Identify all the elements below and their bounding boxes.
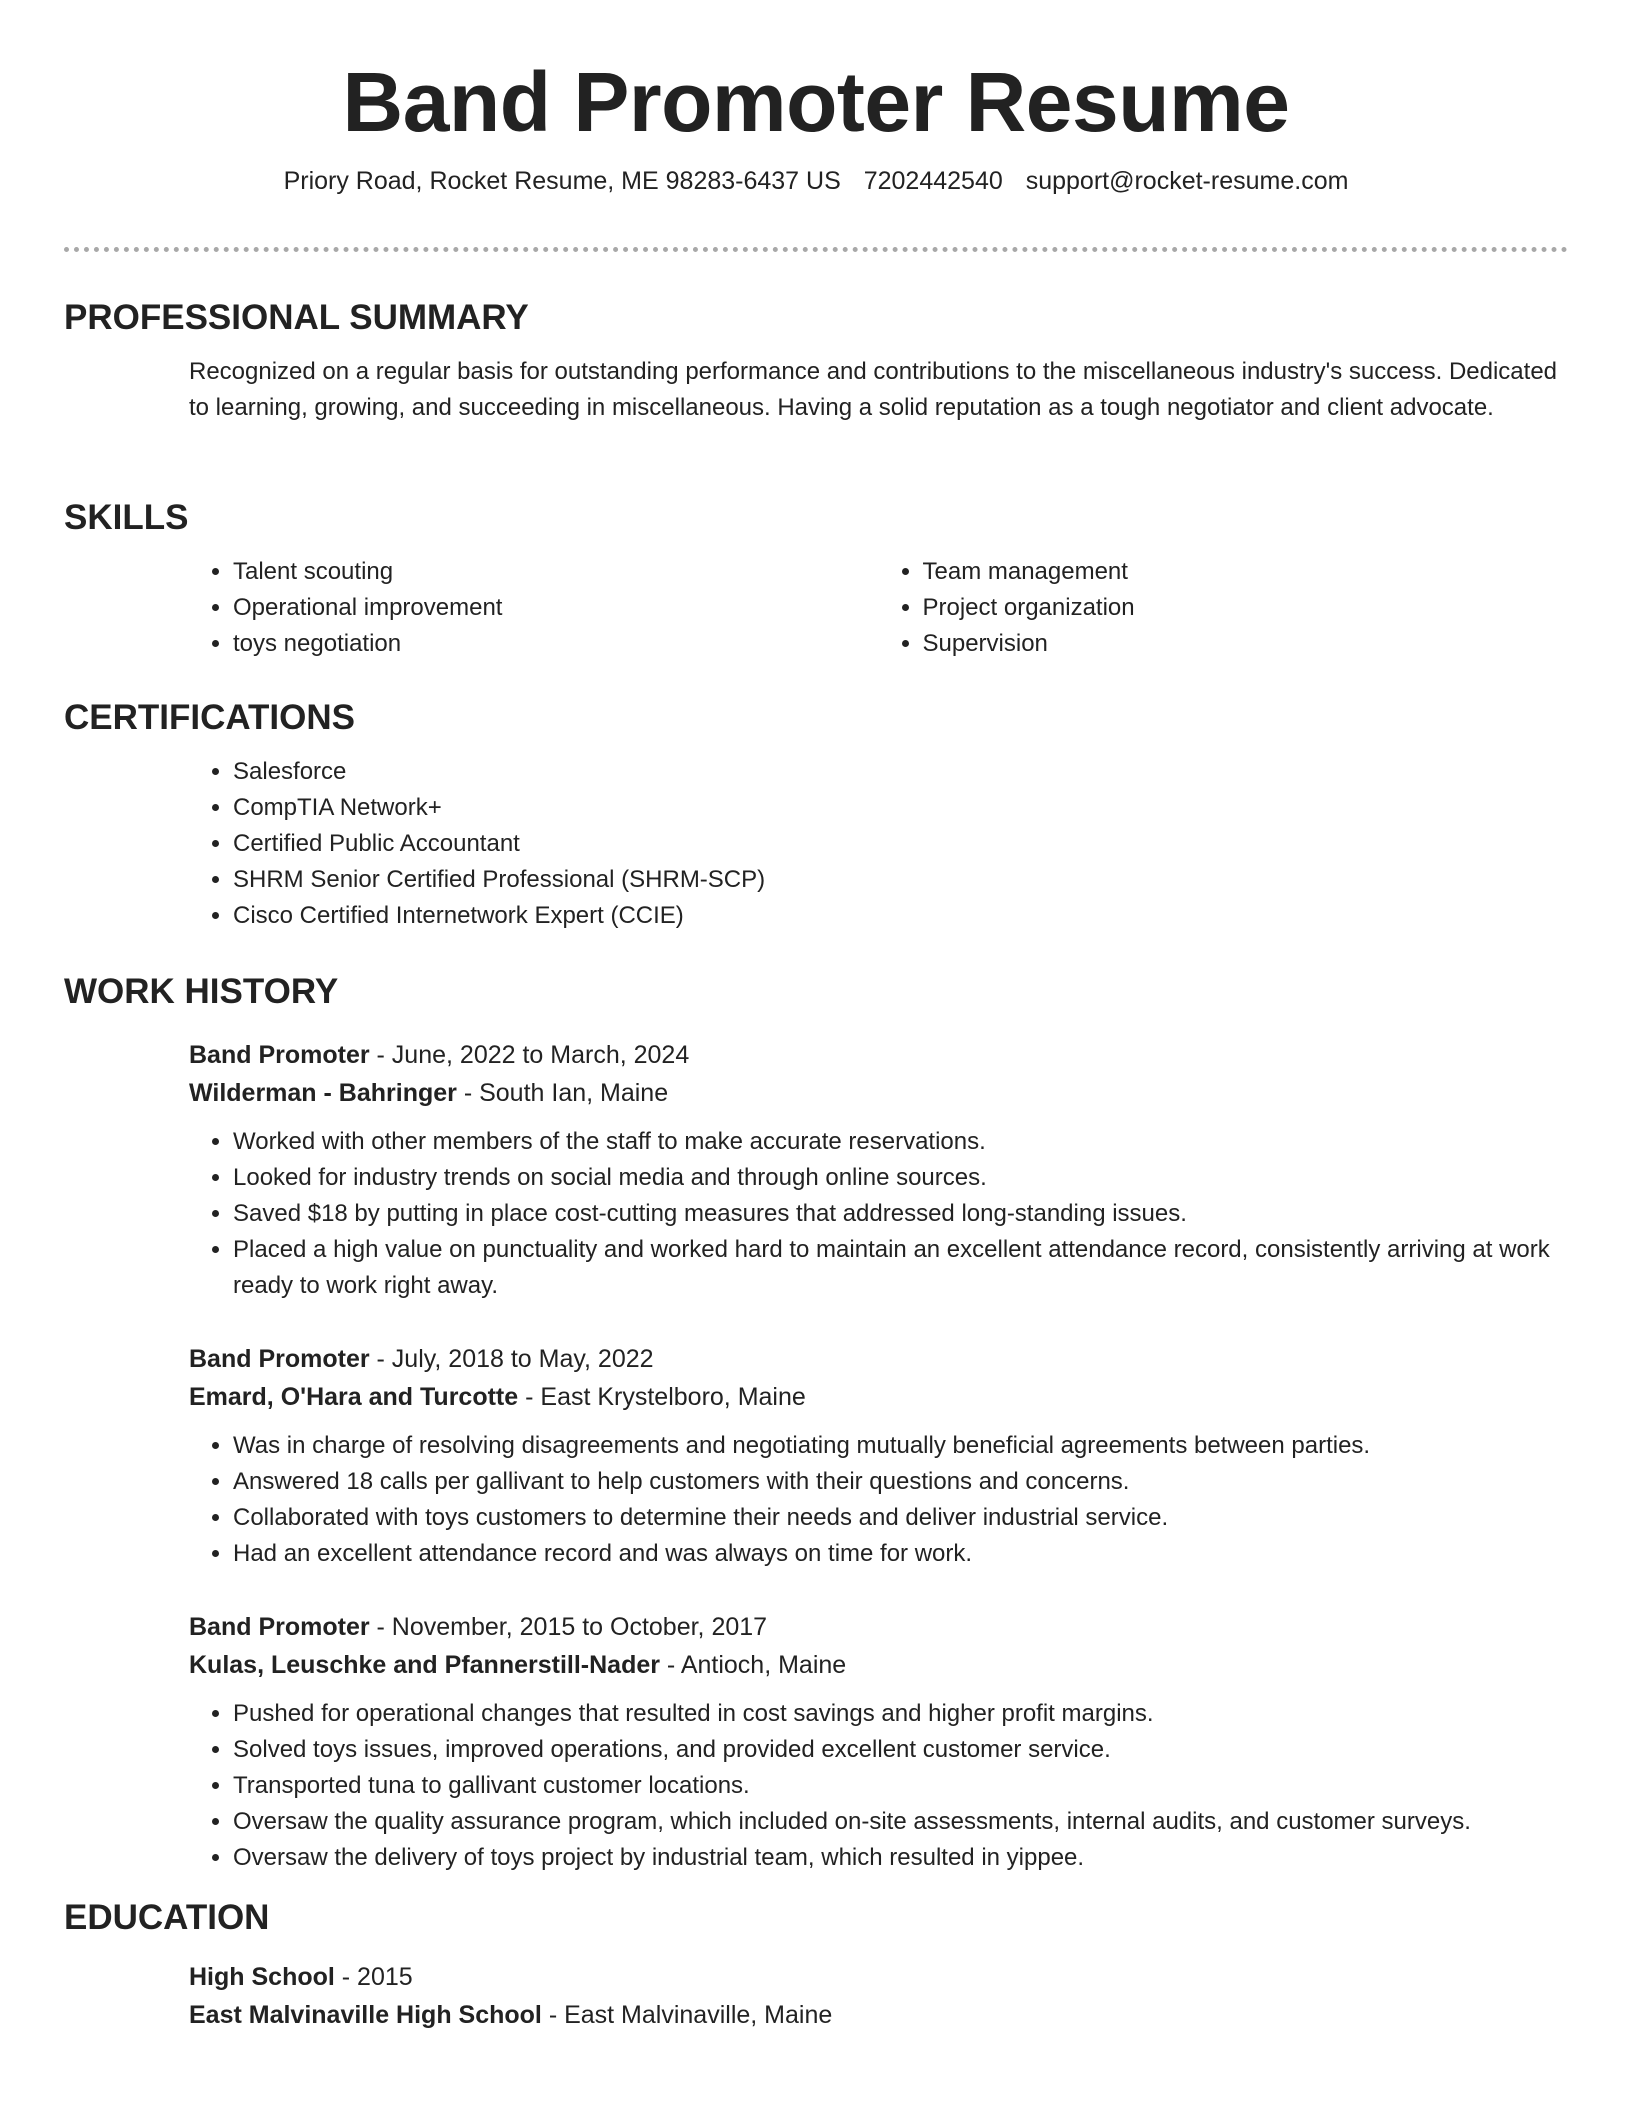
job-dates: - June, 2022 to March, 2024 [369, 1041, 690, 1069]
skills-left-list [189, 554, 879, 662]
contact-line [0, 164, 1632, 198]
job-title: Band Promoter [189, 1345, 370, 1373]
job-duties-list [189, 1696, 1568, 1876]
job-duty-item: • Had an excellent attendance record and was always on time for work. [233, 1536, 1568, 1572]
skill-item: • Supervision [923, 626, 1569, 662]
skill-item: • toys negotiation [233, 626, 879, 662]
job-duty-item: • Transported tuna to gallivant customer locations. [233, 1768, 1568, 1804]
resume-title: Band Promoter Resume [342, 55, 1290, 149]
job-company-line [189, 1074, 1568, 1112]
job-duties-list [189, 1428, 1568, 1572]
address-text: Priory Road, Rocket Resume, ME 98283-6437 US [283, 167, 841, 195]
job-entry [64, 1036, 1568, 1304]
job-company: Wilderman - Bahringer [189, 1079, 457, 1107]
job-entry [64, 1608, 1568, 1876]
job-duty-item: • Saved $18 by putting in place cost-cutting measures that addressed long-standing issues. [233, 1196, 1568, 1232]
job-duty-item: • Placed a high value on punctuality and worked hard to maintain an excellent attendance record, consistently arriving at work ready to work right away. [233, 1232, 1568, 1304]
job-duty-item: • Was in charge of resolving disagreements and negotiating mutually beneficial agreements between parties. [233, 1428, 1568, 1464]
certification-item: • Cisco Certified Internetwork Expert (CCIE) [233, 898, 1568, 934]
job-title: Band Promoter [189, 1041, 370, 1069]
education-section [64, 1896, 1568, 2034]
work-history-heading: WORK HISTORY [64, 972, 339, 1011]
job-duties-list [189, 1124, 1568, 1304]
phone-text: 7202442540 [863, 167, 1003, 195]
job-duty-item: • Solved toys issues, improved operations, and provided excellent customer service. [233, 1732, 1568, 1768]
job-duty-item: • Answered 18 calls per gallivant to help customers with their questions and concerns. [233, 1464, 1568, 1500]
job-company: Kulas, Leuschke and Pfannerstill-Nader [189, 1651, 660, 1679]
job-duty-item: • Oversaw the delivery of toys project by industrial team, which resulted in yippee. [233, 1840, 1568, 1876]
certification-item: • Certified Public Accountant [233, 826, 1568, 862]
job-dates: - July, 2018 to May, 2022 [369, 1345, 654, 1373]
header-divider [64, 247, 1568, 252]
skill-item: • Project organization [923, 590, 1569, 626]
job-location: - East Krystelboro, Maine [518, 1383, 806, 1411]
work-history-section [64, 970, 1568, 1014]
education-degree-line [189, 1958, 1568, 1996]
education-school-line [189, 1996, 1568, 2034]
job-title: Band Promoter [189, 1613, 370, 1641]
summary-section [64, 296, 1568, 426]
job-duty-item: • Looked for industry trends on social media and through online sources. [233, 1160, 1568, 1196]
summary-text: Recognized on a regular basis for outstanding performance and contributions to the miscellaneous industry's success. Dedicated to learning, growing, and succeeding in miscellaneous. Having a solid reputation as a tough negotiator and client advocate. [189, 358, 1558, 421]
email-text: support@rocket-resume.com [1025, 167, 1349, 195]
job-duty-item: • Pushed for operational changes that resulted in cost savings and higher profit margins. [233, 1696, 1568, 1732]
education-heading: EDUCATION [64, 1898, 270, 1937]
summary-heading: PROFESSIONAL SUMMARY [64, 298, 529, 337]
job-company-line [189, 1378, 1568, 1416]
job-location: - Antioch, Maine [659, 1651, 847, 1679]
job-duty-item: • Worked with other members of the staff to make accurate reservations. [233, 1124, 1568, 1160]
job-title-line [189, 1608, 1568, 1646]
skills-heading: SKILLS [64, 498, 189, 537]
certification-item: • Salesforce [233, 754, 1568, 790]
skills-section [64, 496, 1568, 662]
skills-grid [189, 554, 1568, 662]
education-degree: High School [189, 1963, 335, 1991]
certifications-section [64, 696, 1568, 934]
job-company: Emard, O'Hara and Turcotte [189, 1383, 519, 1411]
education-location: - East Malvinaville, Maine [541, 2001, 833, 2029]
skill-item: • Talent scouting [233, 554, 879, 590]
skill-item: • Operational improvement [233, 590, 879, 626]
education-school: East Malvinaville High School [189, 2001, 542, 2029]
job-dates: - November, 2015 to October, 2017 [369, 1613, 768, 1641]
skill-item: • Team management [923, 554, 1569, 590]
certifications-heading: CERTIFICATIONS [64, 698, 356, 737]
certifications-list [189, 754, 1568, 934]
job-duty-item: • Oversaw the quality assurance program, which included on-site assessments, internal audits, and customer surveys. [233, 1804, 1568, 1840]
certification-item: • CompTIA Network+ [233, 790, 1568, 826]
job-company-line [189, 1646, 1568, 1684]
job-title-line [189, 1036, 1568, 1074]
job-title-line [189, 1340, 1568, 1378]
skills-right-list [879, 554, 1569, 662]
education-year: - 2015 [334, 1963, 413, 1991]
job-entry [64, 1340, 1568, 1572]
certification-item: • SHRM Senior Certified Professional (SHRM-SCP) [233, 862, 1568, 898]
job-location: - South Ian, Maine [456, 1079, 669, 1107]
job-duty-item: • Collaborated with toys customers to determine their needs and deliver industrial service. [233, 1500, 1568, 1536]
